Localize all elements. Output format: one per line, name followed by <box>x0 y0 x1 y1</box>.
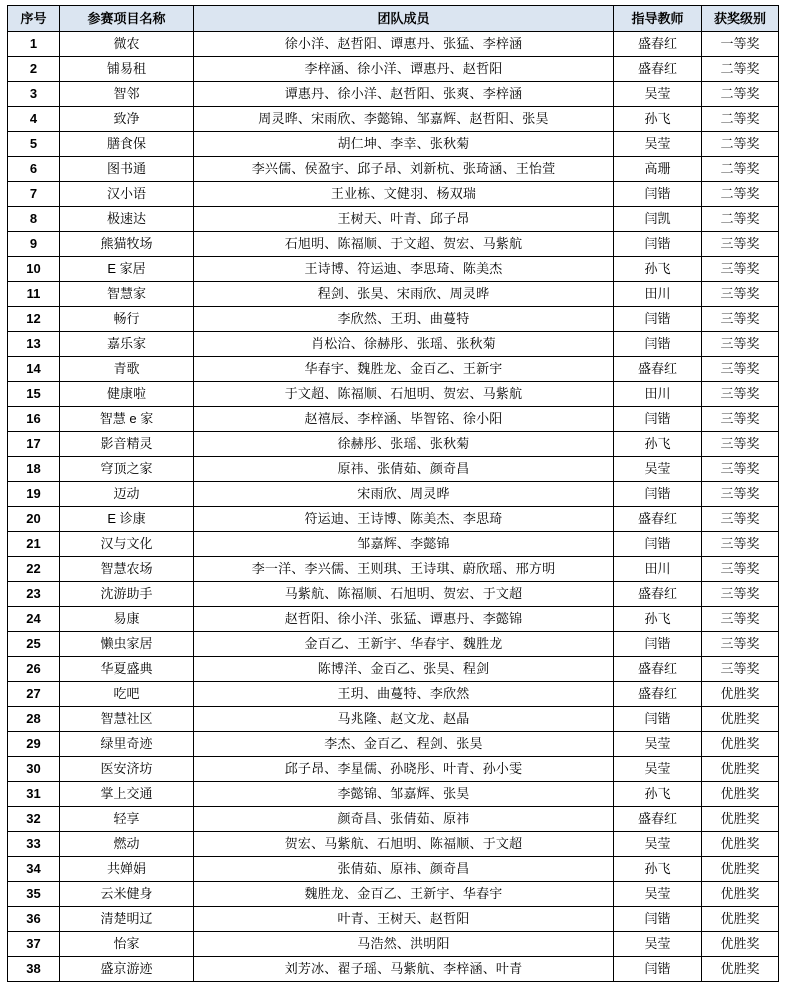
table-header-row <box>8 6 779 32</box>
cell-project: 智慧家 <box>60 282 194 307</box>
cell-level: 优胜奖 <box>702 732 779 757</box>
cell-members: 马兆隆、赵文龙、赵晶 <box>194 707 614 732</box>
table-row <box>8 182 779 207</box>
table-row <box>8 557 779 582</box>
cell-members: 于文超、陈福顺、石旭明、贺宏、马紫航 <box>194 382 614 407</box>
cell-index: 9 <box>8 232 60 257</box>
cell-level: 三等奖 <box>702 457 779 482</box>
cell-project: 智慧社区 <box>60 707 194 732</box>
table-body <box>8 32 779 982</box>
cell-index: 33 <box>8 832 60 857</box>
cell-level: 三等奖 <box>702 582 779 607</box>
cell-teacher: 闫锴 <box>614 707 702 732</box>
table-row <box>8 782 779 807</box>
cell-index: 36 <box>8 907 60 932</box>
cell-index: 8 <box>8 207 60 232</box>
table-row <box>8 32 779 57</box>
cell-project: 铺易租 <box>60 57 194 82</box>
column-header-level: 获奖级别 <box>702 6 779 32</box>
cell-teacher: 田川 <box>614 382 702 407</box>
table-row <box>8 107 779 132</box>
table-row <box>8 582 779 607</box>
cell-members: 赵禧辰、李梓涵、毕智铭、徐小阳 <box>194 407 614 432</box>
cell-index: 28 <box>8 707 60 732</box>
table-row <box>8 832 779 857</box>
cell-teacher: 盛春红 <box>614 507 702 532</box>
table-row <box>8 957 779 982</box>
cell-level: 三等奖 <box>702 357 779 382</box>
cell-teacher: 闫锴 <box>614 182 702 207</box>
cell-members: 王诗博、符运迪、李思琦、陈美杰 <box>194 257 614 282</box>
cell-project: 清楚明辽 <box>60 907 194 932</box>
cell-members: 程剑、张昊、宋雨欣、周灵晔 <box>194 282 614 307</box>
cell-teacher: 闫锴 <box>614 332 702 357</box>
cell-project: 畅行 <box>60 307 194 332</box>
cell-teacher: 盛春红 <box>614 807 702 832</box>
cell-teacher: 盛春红 <box>614 582 702 607</box>
cell-index: 22 <box>8 557 60 582</box>
cell-project: 共婵娟 <box>60 857 194 882</box>
cell-project: 微农 <box>60 32 194 57</box>
cell-level: 优胜奖 <box>702 907 779 932</box>
cell-project: 易康 <box>60 607 194 632</box>
cell-teacher: 田川 <box>614 282 702 307</box>
cell-members: 魏胜龙、金百乙、王新宇、华春宇 <box>194 882 614 907</box>
cell-level: 优胜奖 <box>702 757 779 782</box>
column-header-members: 团队成员 <box>194 6 614 32</box>
cell-project: 青歌 <box>60 357 194 382</box>
cell-index: 6 <box>8 157 60 182</box>
cell-level: 优胜奖 <box>702 707 779 732</box>
cell-members: 石旭明、陈福顺、于文超、贺宏、马紫航 <box>194 232 614 257</box>
table-row <box>8 732 779 757</box>
cell-index: 32 <box>8 807 60 832</box>
table-row <box>8 332 779 357</box>
table-row <box>8 457 779 482</box>
cell-teacher: 盛春红 <box>614 357 702 382</box>
table-row <box>8 82 779 107</box>
cell-level: 二等奖 <box>702 132 779 157</box>
cell-members: 贺宏、马紫航、石旭明、陈福顺、于文超 <box>194 832 614 857</box>
cell-teacher: 闫凯 <box>614 207 702 232</box>
cell-index: 23 <box>8 582 60 607</box>
cell-project: 汉与文化 <box>60 532 194 557</box>
cell-project: 致净 <box>60 107 194 132</box>
column-header-index: 序号 <box>8 6 60 32</box>
cell-index: 29 <box>8 732 60 757</box>
cell-teacher: 闫锴 <box>614 482 702 507</box>
cell-project: 医安济坊 <box>60 757 194 782</box>
cell-index: 1 <box>8 32 60 57</box>
cell-members: 胡仁坤、李幸、张秋菊 <box>194 132 614 157</box>
cell-project: 吃吧 <box>60 682 194 707</box>
cell-teacher: 田川 <box>614 557 702 582</box>
cell-teacher: 闫锴 <box>614 957 702 982</box>
cell-teacher: 吴莹 <box>614 132 702 157</box>
cell-level: 三等奖 <box>702 632 779 657</box>
cell-level: 优胜奖 <box>702 682 779 707</box>
cell-teacher: 闫锴 <box>614 232 702 257</box>
cell-level: 三等奖 <box>702 332 779 357</box>
cell-index: 30 <box>8 757 60 782</box>
table-row <box>8 707 779 732</box>
cell-index: 3 <box>8 82 60 107</box>
cell-members: 李一洋、李兴儒、王则琪、王诗琪、蔚欣瑶、邢方明 <box>194 557 614 582</box>
cell-index: 35 <box>8 882 60 907</box>
cell-index: 25 <box>8 632 60 657</box>
cell-index: 20 <box>8 507 60 532</box>
cell-project: 影音精灵 <box>60 432 194 457</box>
cell-teacher: 孙飞 <box>614 782 702 807</box>
cell-project: 智邻 <box>60 82 194 107</box>
cell-index: 11 <box>8 282 60 307</box>
cell-teacher: 闫锴 <box>614 532 702 557</box>
cell-teacher: 盛春红 <box>614 682 702 707</box>
cell-index: 5 <box>8 132 60 157</box>
table-row <box>8 157 779 182</box>
cell-index: 21 <box>8 532 60 557</box>
table-row <box>8 382 779 407</box>
cell-members: 徐赫彤、张瑶、张秋菊 <box>194 432 614 457</box>
cell-teacher: 吴莹 <box>614 457 702 482</box>
cell-members: 颜奇昌、张倩茹、原祎 <box>194 807 614 832</box>
cell-level: 三等奖 <box>702 282 779 307</box>
cell-level: 优胜奖 <box>702 832 779 857</box>
cell-level: 三等奖 <box>702 232 779 257</box>
cell-index: 16 <box>8 407 60 432</box>
table-row <box>8 532 779 557</box>
cell-level: 三等奖 <box>702 307 779 332</box>
cell-members: 华春宇、魏胜龙、金百乙、王新宇 <box>194 357 614 382</box>
cell-members: 谭惠丹、徐小洋、赵哲阳、张爽、李梓涵 <box>194 82 614 107</box>
cell-members: 刘芳冰、翟子瑶、马紫航、李梓涵、叶青 <box>194 957 614 982</box>
cell-members: 叶青、王树天、赵哲阳 <box>194 907 614 932</box>
cell-members: 王树天、叶青、邱子昂 <box>194 207 614 232</box>
cell-project: 膳食保 <box>60 132 194 157</box>
cell-members: 李欣然、王玥、曲蔓特 <box>194 307 614 332</box>
cell-index: 12 <box>8 307 60 332</box>
cell-project: 盛京游迹 <box>60 957 194 982</box>
cell-index: 24 <box>8 607 60 632</box>
cell-members: 王业栋、文健羽、杨双瑞 <box>194 182 614 207</box>
cell-index: 13 <box>8 332 60 357</box>
cell-index: 4 <box>8 107 60 132</box>
cell-members: 马紫航、陈福顺、石旭明、贺宏、于文超 <box>194 582 614 607</box>
cell-level: 三等奖 <box>702 482 779 507</box>
cell-members: 金百乙、王新宇、华春宇、魏胜龙 <box>194 632 614 657</box>
column-header-teacher: 指导教师 <box>614 6 702 32</box>
cell-teacher: 闫锴 <box>614 907 702 932</box>
cell-project: 云米健身 <box>60 882 194 907</box>
cell-project: 智慧农场 <box>60 557 194 582</box>
cell-teacher: 吴莹 <box>614 882 702 907</box>
cell-level: 二等奖 <box>702 57 779 82</box>
table-row <box>8 757 779 782</box>
table-row <box>8 807 779 832</box>
cell-level: 三等奖 <box>702 382 779 407</box>
table-row <box>8 607 779 632</box>
cell-members: 肖松洽、徐赫彤、张瑶、张秋菊 <box>194 332 614 357</box>
cell-project: 极速达 <box>60 207 194 232</box>
cell-teacher: 盛春红 <box>614 657 702 682</box>
cell-project: 怡家 <box>60 932 194 957</box>
table-row <box>8 857 779 882</box>
cell-teacher: 孙飞 <box>614 857 702 882</box>
cell-level: 优胜奖 <box>702 932 779 957</box>
cell-index: 14 <box>8 357 60 382</box>
cell-index: 7 <box>8 182 60 207</box>
cell-teacher: 吴莹 <box>614 932 702 957</box>
table-row <box>8 432 779 457</box>
cell-index: 19 <box>8 482 60 507</box>
cell-level: 三等奖 <box>702 607 779 632</box>
cell-index: 18 <box>8 457 60 482</box>
cell-teacher: 孙飞 <box>614 257 702 282</box>
cell-index: 37 <box>8 932 60 957</box>
cell-level: 一等奖 <box>702 32 779 57</box>
cell-index: 17 <box>8 432 60 457</box>
table-row <box>8 682 779 707</box>
cell-level: 二等奖 <box>702 207 779 232</box>
cell-level: 优胜奖 <box>702 807 779 832</box>
cell-members: 王玥、曲蔓特、李欣然 <box>194 682 614 707</box>
cell-project: 绿里奇迹 <box>60 732 194 757</box>
cell-level: 二等奖 <box>702 157 779 182</box>
cell-project: E 诊康 <box>60 507 194 532</box>
cell-teacher: 吴莹 <box>614 732 702 757</box>
cell-project: 健康啦 <box>60 382 194 407</box>
cell-teacher: 高珊 <box>614 157 702 182</box>
table-row <box>8 357 779 382</box>
table-row <box>8 632 779 657</box>
table-row <box>8 282 779 307</box>
cell-members: 邱子昂、李星儒、孙晓彤、叶青、孙小雯 <box>194 757 614 782</box>
cell-index: 34 <box>8 857 60 882</box>
cell-teacher: 盛春红 <box>614 57 702 82</box>
cell-project: 迈动 <box>60 482 194 507</box>
table-row <box>8 882 779 907</box>
cell-project: 汉小语 <box>60 182 194 207</box>
cell-project: 图书通 <box>60 157 194 182</box>
cell-members: 陈博洋、金百乙、张昊、程剑 <box>194 657 614 682</box>
cell-level: 二等奖 <box>702 182 779 207</box>
table-row <box>8 407 779 432</box>
cell-members: 赵哲阳、徐小洋、张猛、谭惠丹、李懿锦 <box>194 607 614 632</box>
cell-level: 三等奖 <box>702 507 779 532</box>
cell-members: 宋雨欣、周灵晔 <box>194 482 614 507</box>
cell-members: 周灵晔、宋雨欣、李懿锦、邹嘉辉、赵哲阳、张昊 <box>194 107 614 132</box>
table-row <box>8 657 779 682</box>
cell-index: 26 <box>8 657 60 682</box>
table-row <box>8 907 779 932</box>
cell-project: 燃动 <box>60 832 194 857</box>
table-row <box>8 482 779 507</box>
cell-teacher: 吴莹 <box>614 82 702 107</box>
cell-level: 三等奖 <box>702 432 779 457</box>
table-row <box>8 132 779 157</box>
cell-level: 三等奖 <box>702 557 779 582</box>
cell-project: 轻享 <box>60 807 194 832</box>
cell-teacher: 闫锴 <box>614 632 702 657</box>
column-header-project: 参赛项目名称 <box>60 6 194 32</box>
cell-members: 马浩然、洪明阳 <box>194 932 614 957</box>
cell-project: 懒虫家居 <box>60 632 194 657</box>
cell-members: 徐小洋、赵哲阳、谭惠丹、张猛、李梓涵 <box>194 32 614 57</box>
cell-index: 10 <box>8 257 60 282</box>
table-row <box>8 932 779 957</box>
cell-level: 三等奖 <box>702 532 779 557</box>
table-row <box>8 57 779 82</box>
cell-level: 三等奖 <box>702 657 779 682</box>
cell-project: 掌上交通 <box>60 782 194 807</box>
table-row <box>8 307 779 332</box>
cell-teacher: 孙飞 <box>614 107 702 132</box>
cell-index: 27 <box>8 682 60 707</box>
cell-level: 三等奖 <box>702 257 779 282</box>
cell-index: 2 <box>8 57 60 82</box>
table-row <box>8 207 779 232</box>
cell-project: E 家居 <box>60 257 194 282</box>
cell-members: 张倩茹、原祎、颜奇昌 <box>194 857 614 882</box>
cell-level: 优胜奖 <box>702 882 779 907</box>
cell-level: 二等奖 <box>702 82 779 107</box>
cell-members: 原祎、张倩茹、颜奇昌 <box>194 457 614 482</box>
table-header <box>8 6 779 32</box>
cell-members: 邹嘉辉、李懿锦 <box>194 532 614 557</box>
cell-members: 李兴儒、侯盈宇、邱子昂、刘新杭、张琦涵、王怡萱 <box>194 157 614 182</box>
cell-index: 15 <box>8 382 60 407</box>
cell-teacher: 孙飞 <box>614 432 702 457</box>
cell-members: 李梓涵、徐小洋、谭惠丹、赵哲阳 <box>194 57 614 82</box>
table-row <box>8 507 779 532</box>
table-row <box>8 257 779 282</box>
cell-teacher: 盛春红 <box>614 32 702 57</box>
cell-level: 优胜奖 <box>702 857 779 882</box>
cell-teacher: 孙飞 <box>614 607 702 632</box>
cell-level: 二等奖 <box>702 107 779 132</box>
cell-index: 38 <box>8 957 60 982</box>
table-row <box>8 232 779 257</box>
cell-teacher: 闫锴 <box>614 307 702 332</box>
cell-teacher: 吴莹 <box>614 757 702 782</box>
cell-project: 穹顶之家 <box>60 457 194 482</box>
cell-level: 优胜奖 <box>702 782 779 807</box>
cell-project: 熊猫牧场 <box>60 232 194 257</box>
cell-level: 优胜奖 <box>702 957 779 982</box>
cell-members: 李杰、金百乙、程剑、张昊 <box>194 732 614 757</box>
cell-project: 沈游助手 <box>60 582 194 607</box>
cell-members: 李懿锦、邹嘉辉、张昊 <box>194 782 614 807</box>
cell-project: 华夏盛典 <box>60 657 194 682</box>
cell-members: 符运迪、王诗博、陈美杰、李思琦 <box>194 507 614 532</box>
award-table <box>7 5 779 982</box>
cell-level: 三等奖 <box>702 407 779 432</box>
cell-project: 嘉乐家 <box>60 332 194 357</box>
cell-project: 智慧 e 家 <box>60 407 194 432</box>
cell-teacher: 闫锴 <box>614 407 702 432</box>
cell-index: 31 <box>8 782 60 807</box>
cell-teacher: 吴莹 <box>614 832 702 857</box>
